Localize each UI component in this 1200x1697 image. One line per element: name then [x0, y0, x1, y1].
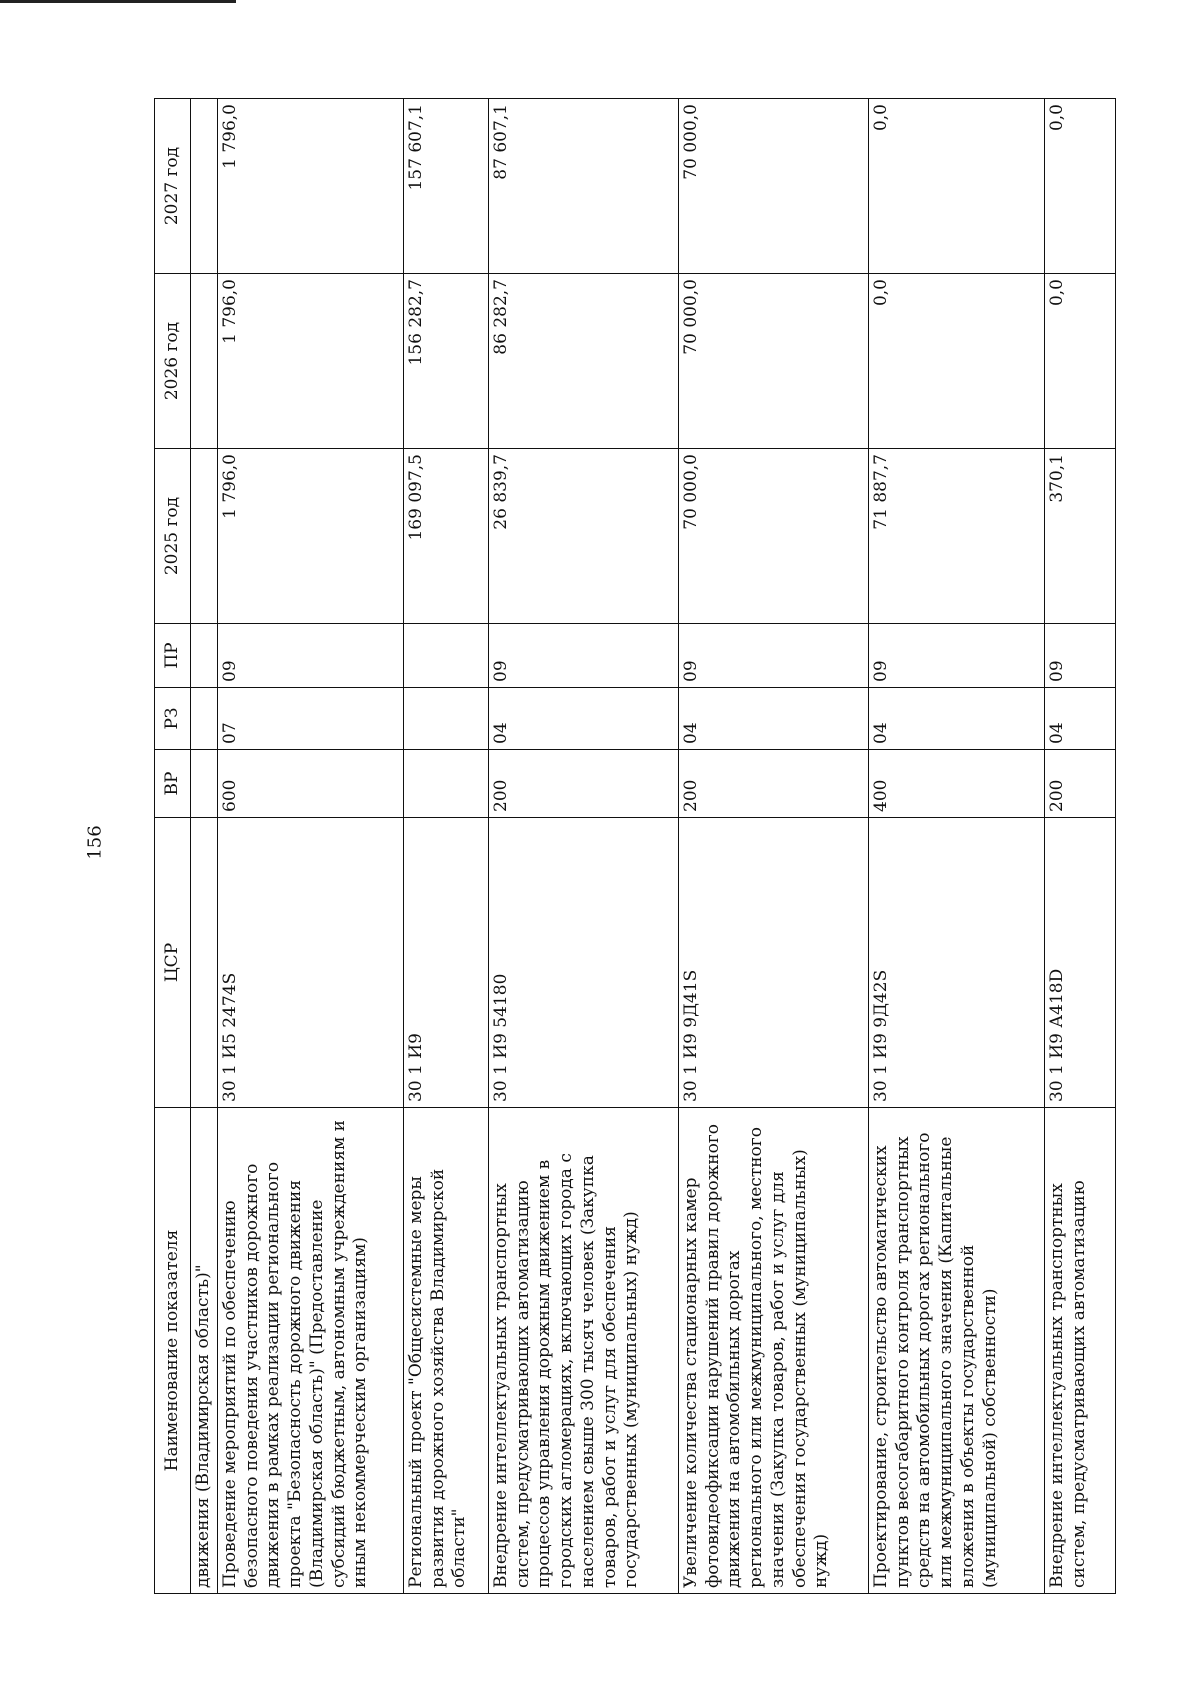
- row-2027: [191, 99, 218, 274]
- row-2027: 0,0: [868, 99, 1044, 274]
- row-2026: 0,0: [868, 274, 1044, 449]
- header-vr: ВР: [155, 750, 191, 818]
- row-2027: 87 607,1: [488, 99, 678, 274]
- row-name: Внедрение интеллектуальных транспортных систем, предусматривающих автоматизацию процессов управления дорожным движением в городских агломерациях, включающих города с населением свыше 300 тысяч человек (Закупка товаров, работ и услуг для обеспечения государственных (муниципальных) нужд): [488, 1108, 678, 1594]
- row-2026: [191, 274, 218, 449]
- row-2027: 157 607,1: [403, 99, 488, 274]
- row-pr: 09: [217, 624, 403, 688]
- rotated-table-wrapper: [154, 99, 1114, 1594]
- row-pr: [403, 624, 488, 688]
- table-header-row: [155, 99, 191, 1594]
- row-2025: [191, 449, 218, 624]
- table-row: [217, 99, 403, 1594]
- table-row: [191, 99, 218, 1594]
- row-csr: 30 1 И9 А418D: [1044, 818, 1115, 1108]
- row-name: Проектирование, строительство автоматических пунктов весогабаритного контроля транспортных средств на автомобильных дорогах регионального или межмуниципального значения (Капитальные вложения в объекты государственной (муниципальной) собственности): [868, 1108, 1044, 1594]
- row-2026: 156 282,7: [403, 274, 488, 449]
- row-csr: 30 1 И9 9Д41S: [678, 818, 868, 1108]
- page-number: 156: [84, 825, 106, 860]
- table-row: [868, 99, 1044, 1594]
- row-vr: [191, 750, 218, 818]
- row-rz: 07: [217, 688, 403, 750]
- header-2027: 2027 год: [155, 99, 191, 274]
- row-rz: 04: [868, 688, 1044, 750]
- row-vr: 400: [868, 750, 1044, 818]
- row-rz: 04: [1044, 688, 1115, 750]
- row-vr: 200: [1044, 750, 1115, 818]
- table-row: [488, 99, 678, 1594]
- row-csr: [191, 818, 218, 1108]
- row-vr: 200: [488, 750, 678, 818]
- header-2026: 2026 год: [155, 274, 191, 449]
- row-2025: 70 000,0: [678, 449, 868, 624]
- header-rz: РЗ: [155, 688, 191, 750]
- row-pr: 09: [678, 624, 868, 688]
- row-2027: 70 000,0: [678, 99, 868, 274]
- row-2026: 0,0: [1044, 274, 1115, 449]
- row-pr: [191, 624, 218, 688]
- row-2026: 70 000,0: [678, 274, 868, 449]
- table-row: [1044, 99, 1115, 1594]
- row-rz: [191, 688, 218, 750]
- row-csr: 30 1 И9: [403, 818, 488, 1108]
- row-vr: [403, 750, 488, 818]
- header-pr: ПР: [155, 624, 191, 688]
- row-2027: 1 796,0: [217, 99, 403, 274]
- table-row: [678, 99, 868, 1594]
- row-name: движения (Владимирская область)": [191, 1108, 218, 1594]
- scan-edge-mark: [0, 0, 236, 3]
- row-2025: 370,1: [1044, 449, 1115, 624]
- header-name: Наименование показателя: [155, 1108, 191, 1594]
- row-vr: 600: [217, 750, 403, 818]
- row-rz: [403, 688, 488, 750]
- row-2025: 71 887,7: [868, 449, 1044, 624]
- header-csr: ЦСР: [155, 818, 191, 1108]
- row-2025: 26 839,7: [488, 449, 678, 624]
- row-vr: 200: [678, 750, 868, 818]
- row-pr: 09: [868, 624, 1044, 688]
- row-pr: 09: [1044, 624, 1115, 688]
- row-csr: 30 1 И9 54180: [488, 818, 678, 1108]
- row-name: Проведение мероприятий по обеспечению безопасного поведения участников дорожного движения в рамках реализации регионального проекта "Безопасность дорожного движения (Владимирская область)" (Предоставление субсидий бюджетным, автономным учреждениям и иным некоммерческим организациям): [217, 1108, 403, 1594]
- row-rz: 04: [678, 688, 868, 750]
- row-2025: 1 796,0: [217, 449, 403, 624]
- row-2026: 86 282,7: [488, 274, 678, 449]
- row-rz: 04: [488, 688, 678, 750]
- row-2027: 0,0: [1044, 99, 1115, 274]
- budget-table: [154, 98, 1116, 1594]
- row-name: Увеличение количества стационарных камер фотовидеофиксации нарушений правил дорожного движения на автомобильных дорогах регионального или межмуниципального, местного значения (Закупка товаров, работ и услуг для обеспечения государственных (муниципальных) нужд): [678, 1108, 868, 1594]
- row-pr: 09: [488, 624, 678, 688]
- row-csr: 30 1 И5 2474S: [217, 818, 403, 1108]
- row-name: Внедрение интеллектуальных транспортных систем, предусматривающих автоматизацию: [1044, 1108, 1115, 1594]
- table-row: [403, 99, 488, 1594]
- row-csr: 30 1 И9 9Д42S: [868, 818, 1044, 1108]
- header-2025: 2025 год: [155, 449, 191, 624]
- row-name: Региональный проект "Общесистемные меры развития дорожного хозяйства Владимирской области": [403, 1108, 488, 1594]
- row-2025: 169 097,5: [403, 449, 488, 624]
- row-2026: 1 796,0: [217, 274, 403, 449]
